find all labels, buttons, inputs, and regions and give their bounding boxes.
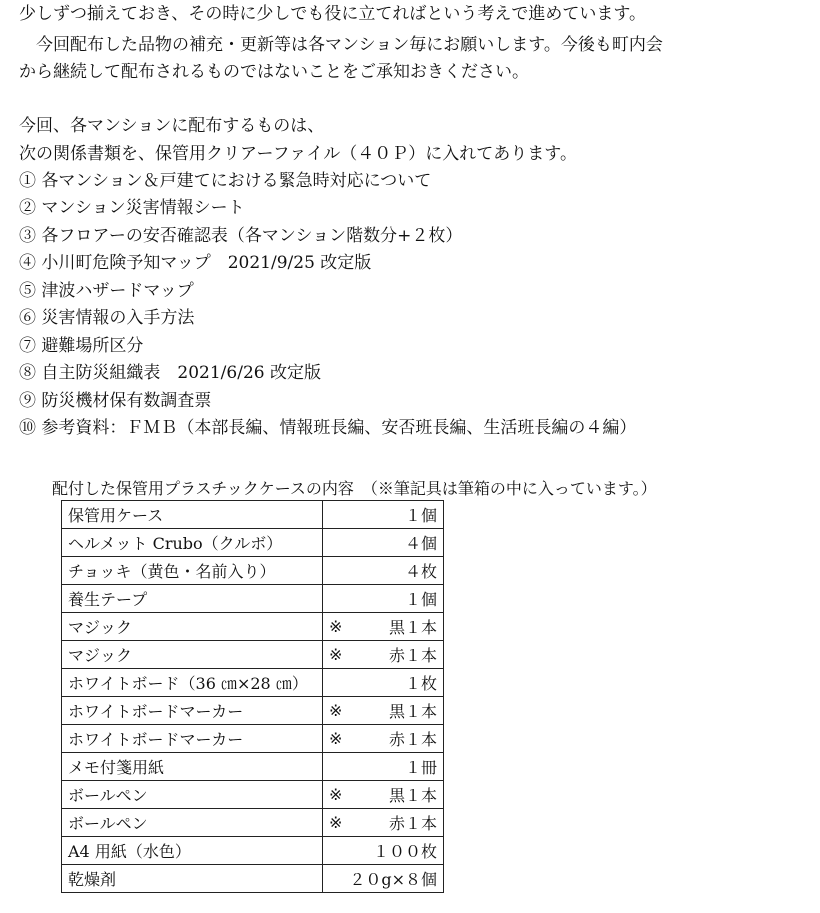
table-row (62, 613, 444, 641)
item-quantity: 赤１本 (351, 809, 444, 837)
item-quantity: １個 (323, 501, 444, 529)
item-quantity: ２０g×８個 (323, 865, 444, 893)
table-row (62, 781, 444, 809)
document-item: ⑧ 自主防災組織表 2021/6/26 改定版 (19, 363, 321, 383)
intro-line-2: 今回配布した品物の補充・更新等は各マンション毎にお願いします。今後も町内会 (19, 35, 663, 55)
intro-line-3: から継続して配布されるものではないことをご承知おきください。 (19, 62, 529, 82)
document-item: ⑥ 災害情報の入手方法 (19, 308, 195, 328)
item-name: メモ付箋用紙 (62, 753, 323, 781)
document-item: ② マンション災害情報シート (19, 198, 245, 218)
pencil-case-mark: ※ (323, 613, 352, 641)
item-quantity: 黒１本 (351, 781, 444, 809)
table-row (62, 753, 444, 781)
item-quantity: １個 (323, 585, 444, 613)
item-quantity: 黒１本 (351, 697, 444, 725)
pencil-case-mark: ※ (323, 725, 352, 753)
document-item: ① 各マンション＆戸建てにおける緊急時対応について (19, 171, 432, 191)
item-quantity: ４枚 (323, 557, 444, 585)
table-row (62, 865, 444, 893)
item-name: ヘルメット Crubo（クルボ） (62, 529, 323, 557)
pencil-case-mark: ※ (323, 809, 352, 837)
item-name: マジック (62, 641, 323, 669)
item-name: ボールペン (62, 781, 323, 809)
item-name: 乾燥剤 (62, 865, 323, 893)
item-name: ボールペン (62, 809, 323, 837)
pencil-case-mark: ※ (323, 781, 352, 809)
document-item: ⑤ 津波ハザードマップ (19, 281, 194, 301)
document-item: ⑩ 参考資料：ＦＭＢ（本部長編、情報班長編、安否班長編、生活班長編の４編） (19, 418, 637, 438)
table-row (62, 529, 444, 557)
item-name: 保管用ケース (62, 501, 323, 529)
item-quantity: １枚 (323, 669, 444, 697)
table-row (62, 641, 444, 669)
table-row (62, 669, 444, 697)
item-quantity: １００枚 (323, 837, 444, 865)
item-quantity: ４個 (323, 529, 444, 557)
document-item: ⑦ 避難場所区分 (19, 336, 144, 356)
table-row (62, 809, 444, 837)
item-quantity: 赤１本 (351, 725, 444, 753)
item-name: チョッキ（黄色・名前入り） (62, 557, 323, 585)
table-row (62, 585, 444, 613)
item-quantity: 赤１本 (351, 641, 444, 669)
item-name: ホワイトボードマーカー (62, 697, 323, 725)
pencil-case-mark: ※ (323, 641, 352, 669)
distribution-description: 次の関係書類を、保管用クリアーファイル（４０Ｐ）に入れてあります。 (19, 144, 577, 164)
distribution-heading: 今回、各マンションに配布するものは、 (19, 116, 325, 136)
table-row (62, 725, 444, 753)
item-name: ホワイトボード（36 ㎝×28 ㎝） (62, 669, 323, 697)
intro-line-1: 少しずつ揃えておき、その時に少しでも役に立てればという考えで進めています。 (19, 4, 646, 24)
item-name: A4 用紙（水色） (62, 837, 323, 865)
item-quantity: 黒１本 (351, 613, 444, 641)
table-row (62, 697, 444, 725)
case-contents-caption: 配付した保管用プラスチックケースの内容 （※筆記具は筆箱の中に入っています。） (52, 479, 657, 498)
item-quantity: １冊 (323, 753, 444, 781)
document-item: ⑨ 防災機材保有数調査票 (19, 391, 212, 411)
pencil-case-mark: ※ (323, 697, 352, 725)
document-item: ④ 小川町危険予知マップ 2021/9/25 改定版 (19, 253, 372, 273)
case-contents-table (61, 500, 444, 893)
item-name: マジック (62, 613, 323, 641)
table-row (62, 557, 444, 585)
item-name: ホワイトボードマーカー (62, 725, 323, 753)
item-name: 養生テープ (62, 585, 323, 613)
table-row (62, 837, 444, 865)
document-item: ③ 各フロアーの安否確認表（各マンション階数分+２枚） (19, 226, 463, 246)
table-row (62, 501, 444, 529)
